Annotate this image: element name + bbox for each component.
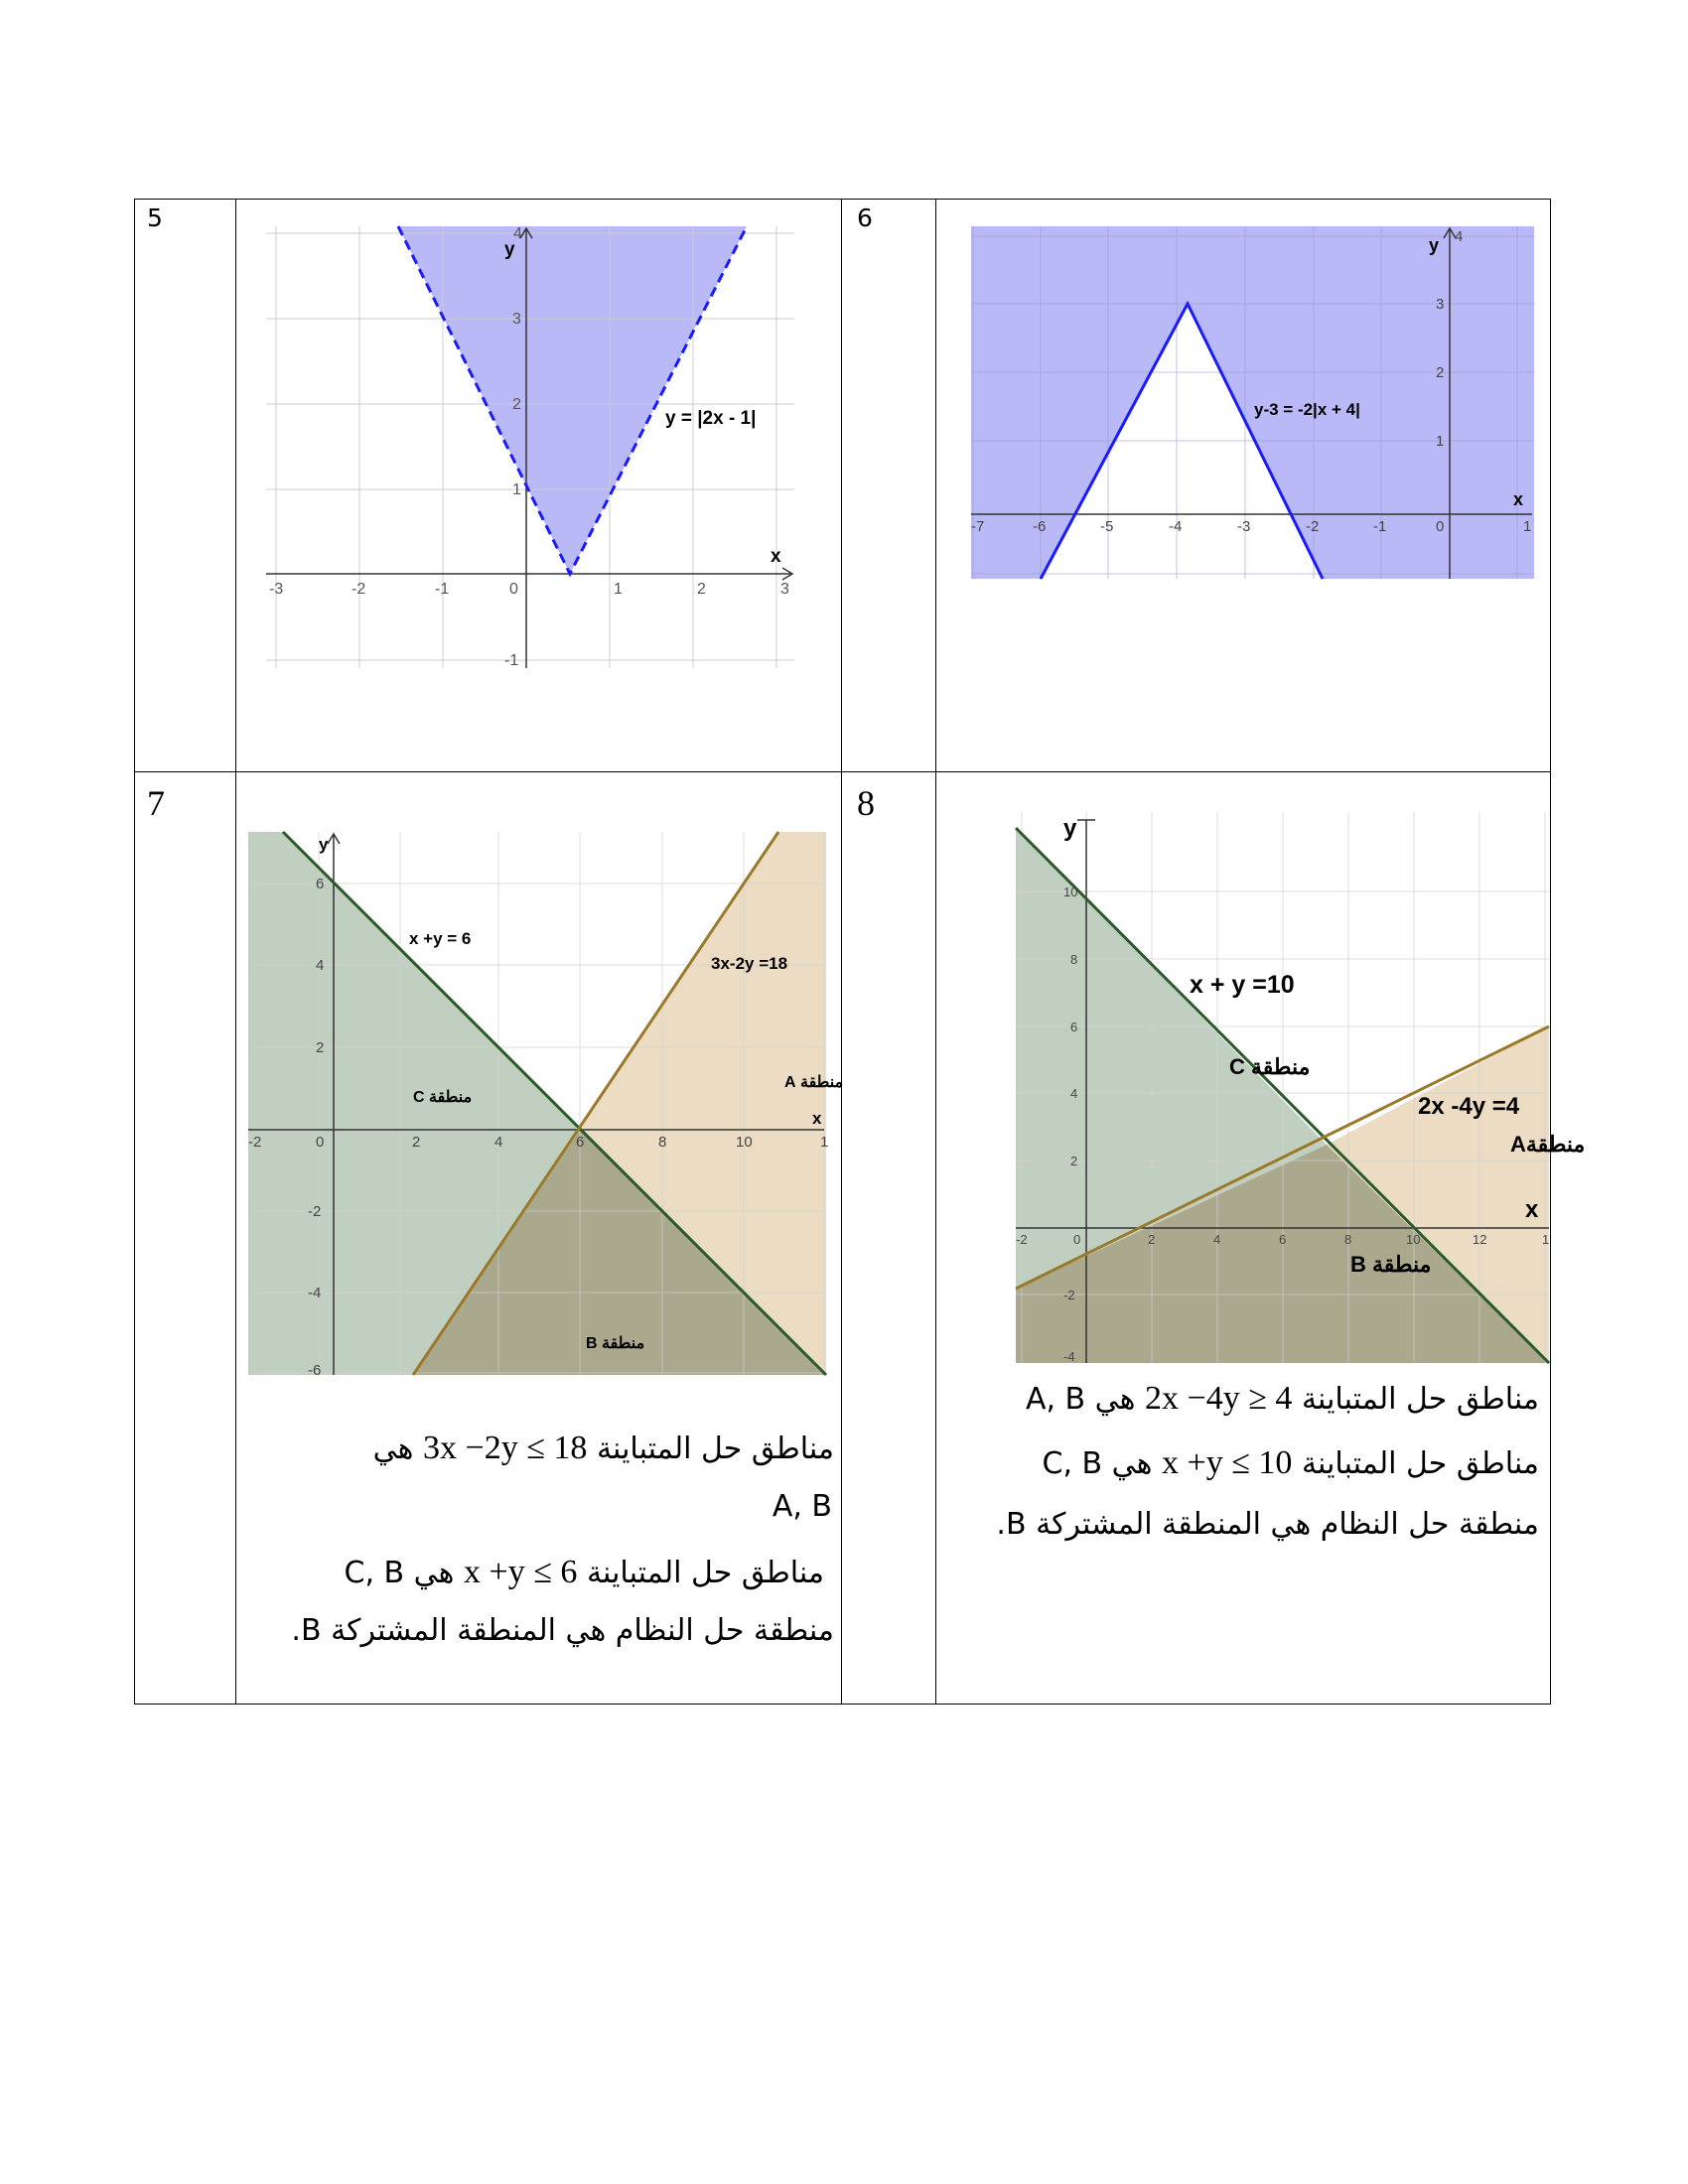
words: مناطق حل المتباينة [1301,1446,1539,1481]
tick-label: 1 [1542,1232,1550,1247]
tick-label: 1 [1436,433,1445,450]
row-divider [135,771,1550,772]
exercise-number-6: 6 [857,204,873,232]
region-a-label: منطقةA [1510,1132,1586,1157]
tick-label: 10 [1406,1232,1421,1247]
column-divider [235,200,236,1704]
exercise-number-7: 7 [147,783,165,823]
exercise-number-5: 5 [147,204,163,232]
inequality: x +y ≤ 10 [1162,1444,1293,1481]
tick-label: 1 [1523,518,1532,535]
tick-label: 1 [820,1134,829,1151]
region-c-label: منطقة C [1229,1054,1311,1079]
tick-label: 8 [1344,1232,1352,1247]
tick-label: 4 [1213,1232,1221,1247]
words: هي A, B [1025,1382,1136,1417]
region-b-label: منطقة B [586,1335,645,1352]
tick-label: -2 [1306,518,1320,535]
equation-label: y = |2x - 1| [665,408,757,429]
tick-label: -7 [971,518,985,535]
graph-8 [1016,812,1586,1364]
tick-label: -1 [435,581,450,598]
tick-label: 2 [1436,364,1445,381]
tick-label: -2 [352,581,366,598]
tick-label: -2 [1016,1232,1028,1247]
region-a-label: منطقة A [784,1074,844,1091]
tick-label: 1 [512,481,521,498]
y-axis-label: y [1429,235,1440,255]
column-divider [935,200,936,1704]
tick-label: -3 [1237,518,1251,535]
graph-5 [266,226,794,668]
line-1-label: x +y = 6 [409,929,472,948]
tick-label: 3 [1436,296,1445,313]
x-axis-label: x [1525,1196,1539,1223]
tick-label: 8 [1070,952,1078,967]
tick-label: 12 [1473,1232,1487,1247]
tick-label: -4 [1063,1349,1075,1364]
line-2-label: 3x-2y =18 [711,954,788,973]
inequality: 3x −2y ≤ 18 [423,1430,588,1466]
line-2-label: 2x -4y =4 [1418,1093,1520,1120]
tick-label: -2 [1063,1288,1075,1302]
answer-7-line-2: A, B [772,1489,832,1524]
tick-label: 0 [316,1134,325,1151]
tick-label: 3 [780,581,789,598]
tick-label: 2 [1148,1232,1156,1247]
tick-label: -2 [308,1203,322,1220]
y-axis-label: y [504,239,515,260]
tick-label: -1 [1373,518,1387,535]
column-divider [841,200,842,1704]
tick-label: 2 [697,581,706,598]
tick-label: 2 [512,396,521,413]
tick-label: 6 [316,876,325,892]
region-c-label: منطقة C [413,1089,473,1106]
tick-label: 0 [1436,518,1445,535]
tick-label: -5 [1100,518,1114,535]
words: هي [372,1432,414,1466]
tick-label: -1 [504,652,519,669]
inequality: 2x −4y ≥ 4 [1145,1380,1293,1417]
answer-7-line-3 [345,1554,824,1591]
region-b-label: منطقة B [1350,1252,1432,1277]
tick-label: 6 [576,1134,585,1151]
tick-label: 4 [1455,228,1464,245]
tick-label: -3 [269,581,284,598]
tick-label: 1 [614,581,623,598]
graph-6 [971,226,1534,579]
y-axis-label: y [1063,815,1077,842]
tick-label: 6 [1070,1020,1078,1034]
line-1-label: x + y =10 [1190,971,1295,999]
tick-label: -4 [308,1285,322,1301]
x-axis-label: x [1513,489,1524,509]
equation-label: y-3 = -2|x + 4| [1254,400,1360,419]
tick-label: 10 [736,1134,753,1151]
tick-label: -6 [308,1362,322,1379]
tick-label: 2 [1070,1154,1078,1168]
y-axis-label: y [319,835,329,854]
tick-label: 2 [412,1134,421,1151]
tick-label: 8 [658,1134,667,1151]
words: مناطق حل المتباينة [1301,1382,1539,1417]
words: هي C, B [344,1556,455,1590]
answer-8-line-1 [1026,1380,1539,1418]
tick-label: 0 [1073,1232,1081,1247]
tick-label: -6 [1033,518,1047,535]
tick-label: 0 [509,581,518,598]
tick-label: 4 [494,1134,503,1151]
tick-label: -4 [1169,518,1183,535]
inequality: x +y ≤ 6 [464,1554,578,1590]
tick-label: 10 [1063,885,1078,899]
tick-label: 6 [1279,1232,1287,1247]
words: هي C, B [1042,1446,1153,1481]
graph-7 [248,832,844,1379]
x-axis-label: x [812,1109,822,1128]
tick-label: 3 [512,311,521,328]
answer-8-line-3: منطقة حل النظام هي المنطقة المشتركة B. [996,1507,1539,1542]
tick-label: 4 [513,225,522,242]
tick-label: 2 [316,1039,325,1056]
tick-label: 4 [1070,1086,1078,1101]
words: مناطق حل المتباينة [586,1556,824,1590]
tick-label: 4 [316,957,325,974]
tick-label: -2 [248,1134,262,1151]
x-axis-label: x [771,546,781,567]
answer-7-line-4: منطقة حل النظام هي المنطقة المشتركة B. [291,1613,834,1648]
answer-7-line-1 [373,1430,834,1467]
words: مناطق حل المتباينة [596,1432,834,1466]
answer-8-line-2 [1043,1444,1539,1482]
exercise-number-8: 8 [857,783,875,823]
